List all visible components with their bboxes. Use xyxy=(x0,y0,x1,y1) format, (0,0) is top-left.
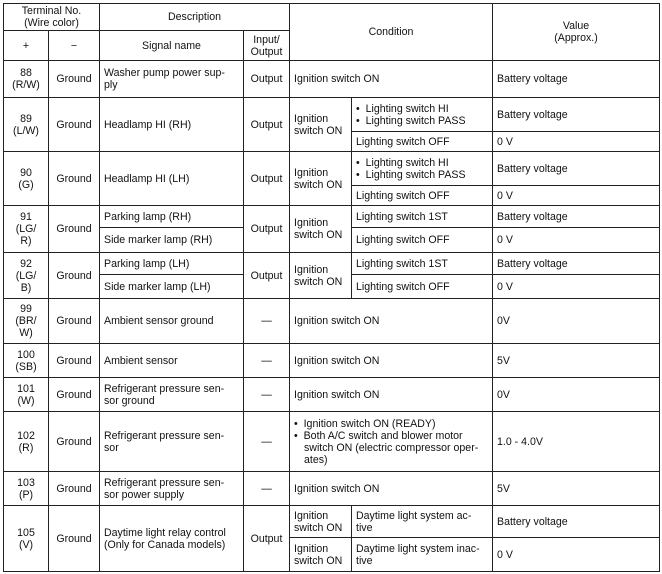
table-row xyxy=(4,61,660,98)
signal-name-cell: Daytime light relay control (Only for Canada models) xyxy=(100,506,244,572)
condition-cell: Ignition switch ON xyxy=(290,472,493,506)
io-cell: — xyxy=(244,412,290,472)
terminal-no-header: Terminal No. (Wire color) xyxy=(4,4,100,31)
value-cell: Battery voltage xyxy=(493,506,660,538)
io-cell: Output xyxy=(244,152,290,206)
condition-cell: Ignition switch ON xyxy=(290,299,493,344)
condition-cell: Daytime light system ac- tive xyxy=(352,506,493,538)
ground-cell: Ground xyxy=(49,253,100,299)
condition-cell xyxy=(352,98,493,132)
terminal-cell: 91 (LG/ R) xyxy=(4,206,49,253)
table-row xyxy=(4,472,660,506)
ground-cell: Ground xyxy=(49,61,100,98)
condition-cell xyxy=(352,152,493,186)
table-row xyxy=(4,412,660,472)
signal-name-cell: Side marker lamp (LH) xyxy=(100,275,244,299)
signal-name-cell: Parking lamp (LH) xyxy=(100,253,244,275)
io-cell: Output xyxy=(244,253,290,299)
terminal-cell: 99 (BR/ W) xyxy=(4,299,49,344)
ignition-cell: Ignition switch ON xyxy=(290,206,352,253)
signal-name-cell: Washer pump power sup- ply xyxy=(100,61,244,98)
value-cell: 5V xyxy=(493,472,660,506)
condition-cell xyxy=(290,412,493,472)
value-cell: 5V xyxy=(493,344,660,378)
minus-header: − xyxy=(49,31,100,61)
io-cell: — xyxy=(244,299,290,344)
value-cell: 1.0 - 4.0V xyxy=(493,412,660,472)
value-cell: Battery voltage xyxy=(493,61,660,98)
condition-cell: Lighting switch OFF xyxy=(352,228,493,253)
value-cell: 0 V xyxy=(493,228,660,253)
ground-cell: Ground xyxy=(49,506,100,572)
table-row xyxy=(4,344,660,378)
condition-cell: Lighting switch OFF xyxy=(352,186,493,206)
value-cell: 0 V xyxy=(493,186,660,206)
condition-cell: Lighting switch OFF xyxy=(352,275,493,299)
signal-name-cell: Refrigerant pressure sen- sor xyxy=(100,412,244,472)
condition-cell: Lighting switch 1ST xyxy=(352,206,493,228)
signal-name-cell: Parking lamp (RH) xyxy=(100,206,244,228)
signal-name-cell: Ambient sensor xyxy=(100,344,244,378)
condition-header: Condition xyxy=(290,4,493,61)
ground-cell: Ground xyxy=(49,378,100,412)
table-row xyxy=(4,253,660,275)
table-row xyxy=(4,98,660,132)
io-cell: Output xyxy=(244,98,290,152)
condition-bullet: • Lighting switch PASS xyxy=(356,115,488,127)
value-cell: 0V xyxy=(493,299,660,344)
value-header: Value (Approx.) xyxy=(493,4,660,61)
condition-bullet: • Lighting switch HI xyxy=(356,103,488,115)
signal-name-header: Signal name xyxy=(100,31,244,61)
value-cell: Battery voltage xyxy=(493,206,660,228)
terminal-cell: 105 (V) xyxy=(4,506,49,572)
table-row xyxy=(4,378,660,412)
terminal-cell: 90 (G) xyxy=(4,152,49,206)
value-cell: Battery voltage xyxy=(493,152,660,186)
value-cell: Battery voltage xyxy=(493,253,660,275)
signal-name-cell: Refrigerant pressure sen- sor power supply xyxy=(100,472,244,506)
condition-cell: Daytime light system inac- tive xyxy=(352,538,493,572)
ground-cell: Ground xyxy=(49,472,100,506)
value-cell: 0 V xyxy=(493,132,660,152)
value-cell: Battery voltage xyxy=(493,98,660,132)
io-cell: — xyxy=(244,378,290,412)
io-cell: Output xyxy=(244,206,290,253)
io-cell: — xyxy=(244,472,290,506)
ignition-cell: Ignition switch ON xyxy=(290,253,352,299)
table-row xyxy=(4,206,660,228)
ground-cell: Ground xyxy=(49,344,100,378)
terminal-cell: 89 (L/W) xyxy=(4,98,49,152)
condition-cell: Ignition switch ON xyxy=(290,61,493,98)
terminal-cell: 102 (R) xyxy=(4,412,49,472)
condition-cell: Lighting switch OFF xyxy=(352,132,493,152)
condition-bullet: • Both A/C switch and blower motor switch ON (electric compressor oper- ates) xyxy=(294,430,488,466)
signal-name-cell: Side marker lamp (RH) xyxy=(100,228,244,253)
terminal-cell: 100 (SB) xyxy=(4,344,49,378)
table-row xyxy=(4,506,660,538)
condition-bullet: • Lighting switch PASS xyxy=(356,169,488,181)
io-cell: — xyxy=(244,344,290,378)
condition-cell: Ignition switch ON xyxy=(290,344,493,378)
ignition-cell: Ignition switch ON xyxy=(290,98,352,152)
condition-bullet: • Lighting switch HI xyxy=(356,157,488,169)
condition-cell: Ignition switch ON xyxy=(290,378,493,412)
description-header: Description xyxy=(100,4,290,31)
ground-cell: Ground xyxy=(49,206,100,253)
signal-name-cell: Ambient sensor ground xyxy=(100,299,244,344)
table-row xyxy=(4,299,660,344)
ground-cell: Ground xyxy=(49,152,100,206)
signal-name-cell: Headlamp HI (LH) xyxy=(100,152,244,206)
plus-header: + xyxy=(4,31,49,61)
ground-cell: Ground xyxy=(49,299,100,344)
io-cell: Output xyxy=(244,506,290,572)
terminal-cell: 101 (W) xyxy=(4,378,49,412)
ignition-cell: Ignition switch ON xyxy=(290,538,352,572)
ignition-cell: Ignition switch ON xyxy=(290,506,352,538)
condition-bullet: • Ignition switch ON (READY) xyxy=(294,418,488,430)
ground-cell: Ground xyxy=(49,412,100,472)
terminal-spec-table xyxy=(3,3,660,572)
signal-name-cell: Refrigerant pressure sen- sor ground xyxy=(100,378,244,412)
terminal-cell: 88 (R/W) xyxy=(4,61,49,98)
value-cell: 0V xyxy=(493,378,660,412)
table-row xyxy=(4,152,660,186)
signal-name-cell: Headlamp HI (RH) xyxy=(100,98,244,152)
terminal-cell: 92 (LG/ B) xyxy=(4,253,49,299)
terminal-cell: 103 (P) xyxy=(4,472,49,506)
ground-cell: Ground xyxy=(49,98,100,152)
condition-cell: Lighting switch 1ST xyxy=(352,253,493,275)
input-output-header: Input/ Output xyxy=(244,31,290,61)
io-cell: Output xyxy=(244,61,290,98)
ignition-cell: Ignition switch ON xyxy=(290,152,352,206)
value-cell: 0 V xyxy=(493,275,660,299)
value-cell: 0 V xyxy=(493,538,660,572)
